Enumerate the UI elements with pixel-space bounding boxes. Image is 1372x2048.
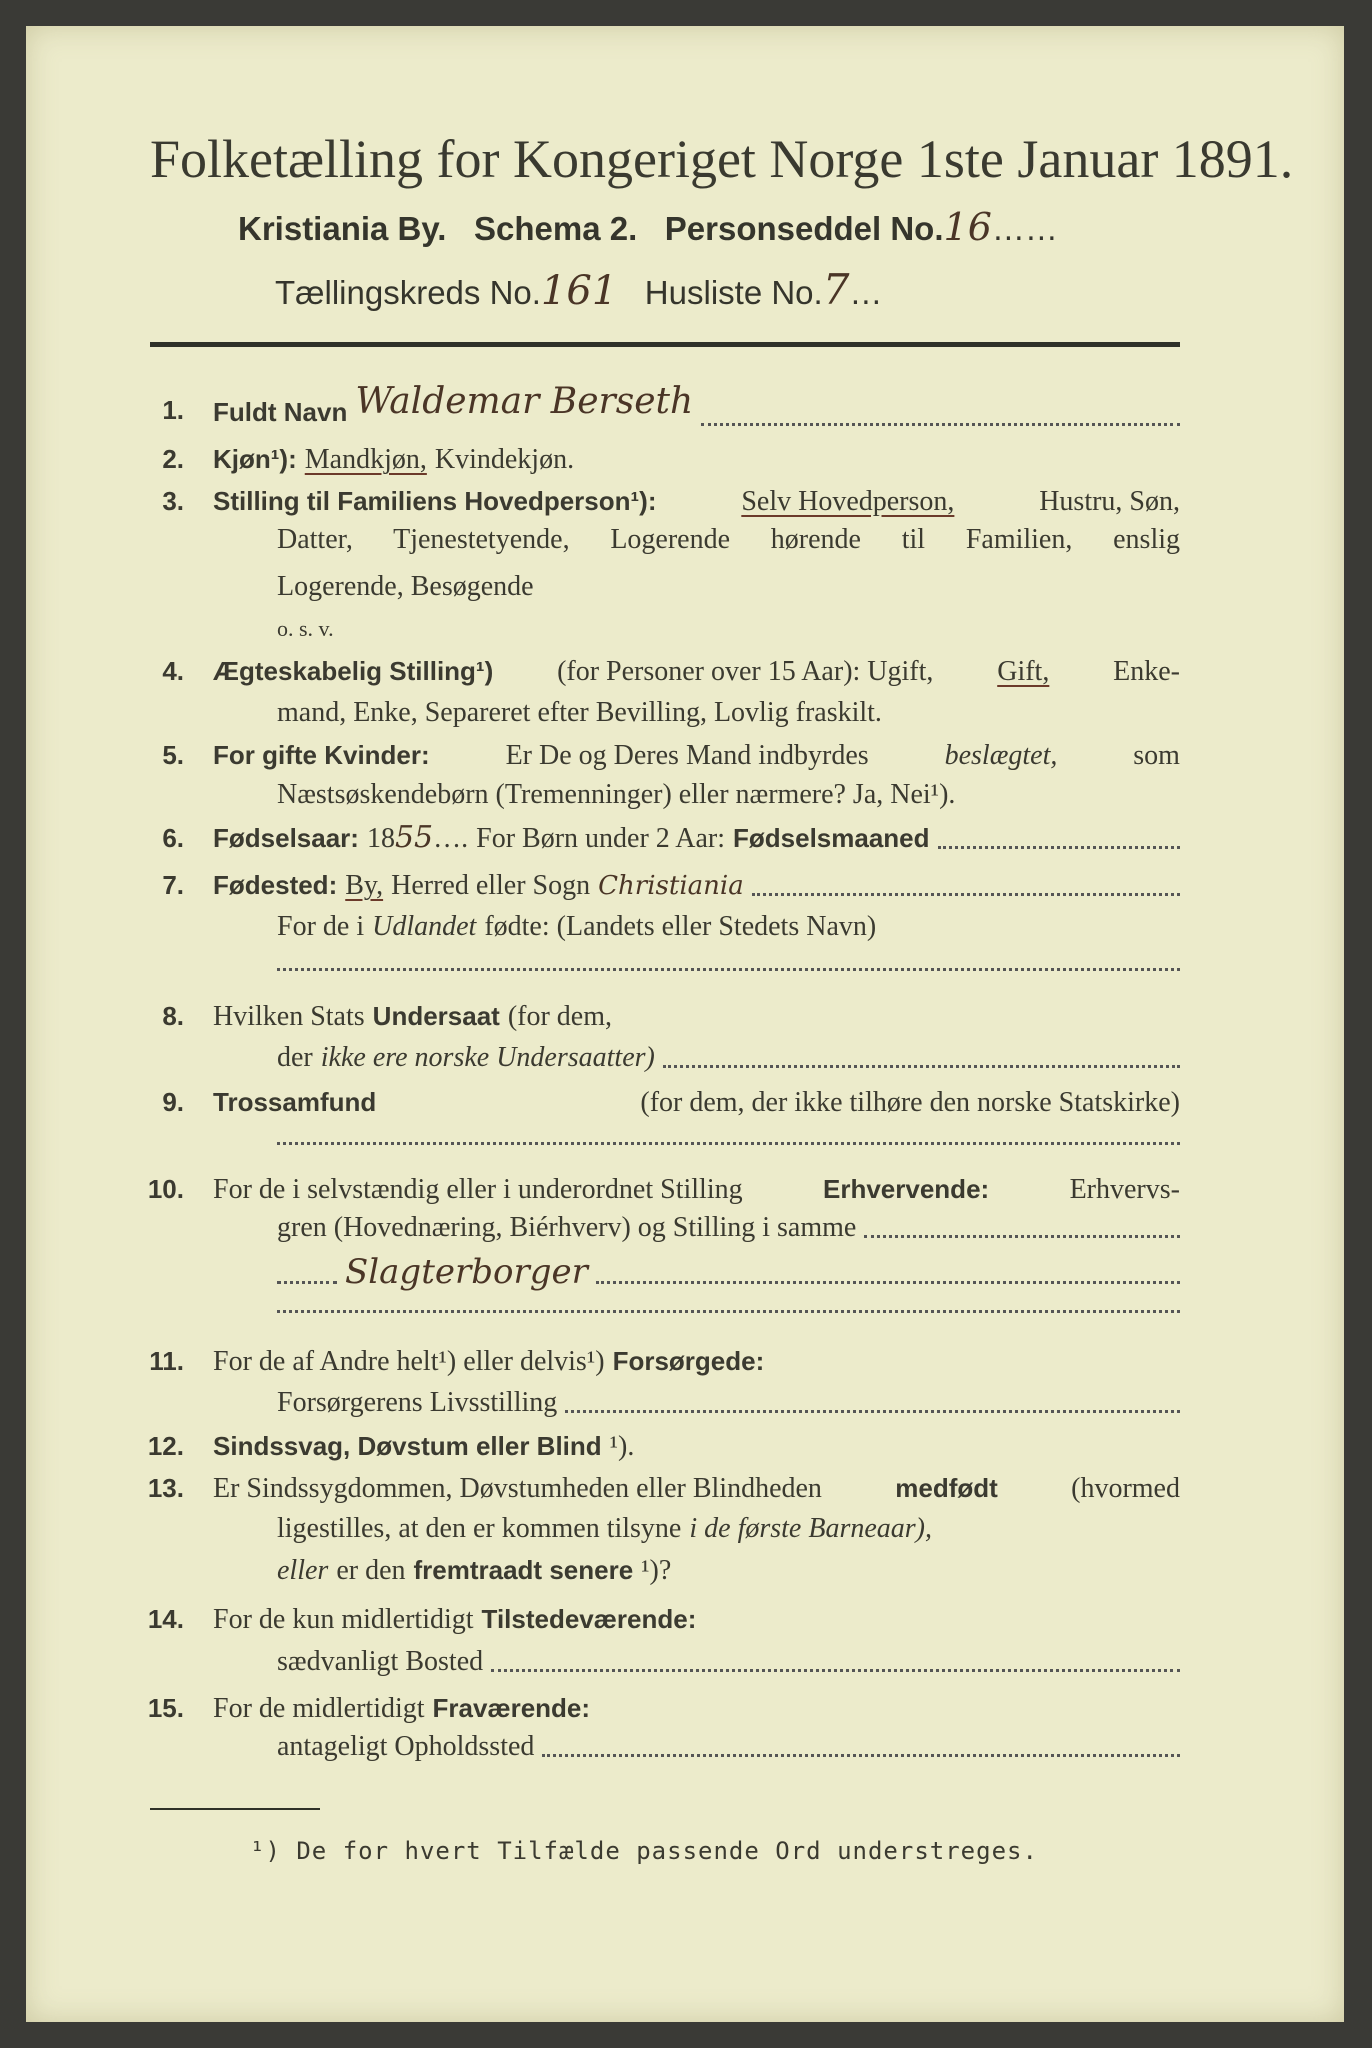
later-onset-label: fremtraadt senere — [413, 1555, 634, 1585]
congenital-emphasis: eller — [277, 1555, 329, 1586]
occupation-text: Erhvervs- — [1069, 1174, 1180, 1205]
married-women-question-cont: Næstsøskendebørn (Tremenninger) eller nærmere? Ja, Nei¹). — [277, 779, 956, 810]
religion-text: (for dem, der ikke tilhøre den norske Statskirke) — [640, 1087, 1180, 1118]
birth-year-prefix: 18 — [366, 823, 395, 854]
item-number: 4. — [162, 656, 184, 686]
congenital-text: Er Sindssygdommen, Døvstumheden eller Blindheden — [213, 1473, 822, 1504]
footnote-ref: ¹). — [609, 1431, 635, 1462]
family-position-selected[interactable]: Selv Hovedperson, — [741, 486, 955, 517]
occupation-text: For de i selvstændig eller i underordnet Stilling — [213, 1174, 743, 1205]
sex-option[interactable]: Kvindekjøn. — [434, 444, 575, 475]
abroad-text: For de i — [277, 911, 365, 942]
congenital-text: er den — [336, 1555, 406, 1586]
form-subheader: Kristiania By. Schema 2. Personseddel No.16…… — [238, 205, 1058, 249]
name-label: Fuldt Navn — [213, 397, 348, 427]
abroad-emphasis: Udlandet — [372, 911, 477, 942]
item-number: 11. — [149, 1346, 184, 1376]
footnote: ¹) De for hvert Tilfælde passende Ord understreges. — [250, 1837, 1038, 1865]
temp-absent-label: Fraværende: — [432, 1693, 591, 1723]
citizenship-label: Undersaat — [372, 1001, 500, 1031]
occupation-label: Erhvervende: — [823, 1174, 990, 1204]
item-number: 5. — [162, 740, 184, 770]
citizenship-text: der — [277, 1042, 313, 1073]
sex-option-selected[interactable]: Mandkjøn, — [304, 444, 427, 475]
abroad-field[interactable] — [277, 968, 1180, 971]
item-number: 7. — [162, 870, 184, 900]
header-rule — [150, 342, 1180, 347]
temp-present-label: Tilstedeværende: — [481, 1604, 697, 1634]
dotted-leader[interactable] — [938, 846, 1180, 849]
etc-text: o. s. v. — [277, 616, 334, 641]
usual-residence-label: sædvanligt Bosted — [277, 1646, 484, 1677]
family-position-options: Logerende, Besøgende — [277, 571, 534, 602]
husliste-label: Husliste No. — [644, 274, 823, 311]
birth-month-text: For Børn under 2 Aar: — [476, 823, 725, 854]
usual-residence-field[interactable] — [491, 1669, 1180, 1672]
item-number: 8. — [162, 1001, 184, 1031]
name-value[interactable]: Waldemar Berseth — [355, 381, 694, 422]
married-women-label: For gifte Kvinder: — [213, 740, 430, 770]
item-number: 10. — [147, 1174, 184, 1204]
item-number: 14. — [147, 1604, 184, 1634]
item-number: 6. — [162, 823, 184, 853]
marital-status-text: (for Personer over 15 Aar): Ugift, — [557, 656, 934, 687]
congenital-text: (hvormed — [1071, 1473, 1180, 1504]
form-subheader-2: Tællingskreds No.161 Husliste No.7… — [275, 265, 883, 314]
footnote-rule — [150, 1808, 320, 1810]
married-women-question: Er De og Deres Mand indbyrdes — [505, 740, 869, 771]
temp-absent-text: For de midlertidigt — [213, 1693, 425, 1724]
occupation-field[interactable] — [277, 1281, 337, 1284]
probable-location-label: antageligt Opholdssted — [277, 1731, 535, 1762]
marital-status-label: Ægteskabelig Stilling¹) — [213, 656, 494, 686]
occupation-field-2[interactable] — [277, 1310, 1180, 1313]
family-position-options[interactable]: Hustru, Søn, — [1039, 486, 1180, 517]
birthplace-options: Herred eller Sogn — [391, 870, 591, 901]
birthplace-selected[interactable]: By, — [345, 870, 384, 901]
occupation-field[interactable] — [596, 1281, 1180, 1284]
dependents-label: Forsørgede: — [612, 1346, 765, 1376]
occupation-value[interactable]: Slagterborger — [345, 1252, 588, 1292]
husliste-value[interactable]: 7 — [822, 265, 850, 314]
citizenship-emphasis: ikke ere norske Undersaatter) — [320, 1042, 655, 1073]
marital-status-selected[interactable]: Gift, — [997, 656, 1050, 687]
provider-occupation-label: Forsørgerens Livsstilling — [277, 1387, 558, 1418]
form-title: Folketælling for Kongeriget Norge 1ste Januar 1891. — [150, 129, 1294, 189]
question-text: som — [1133, 740, 1180, 771]
citizenship-text: Hvilken Stats — [213, 1001, 365, 1032]
religion-field[interactable] — [277, 1142, 1180, 1145]
sex-label: Kjøn¹): — [213, 444, 297, 474]
occupation-text: gren (Hovednæring, Biérhverv) og Stilling i samme — [277, 1212, 857, 1243]
family-position-label: Stilling til Familiens Hovedperson¹): — [213, 486, 657, 516]
footnote-ref: ¹)? — [641, 1555, 672, 1586]
item-number: 3. — [162, 486, 184, 516]
citizenship-text: (for dem, — [507, 1001, 613, 1032]
item-number: 2. — [162, 444, 184, 474]
item-number: 15. — [147, 1693, 184, 1723]
family-position-options: Datter, Tjenestetyende, Logerende hørende til Familien, enslig — [277, 524, 1180, 555]
birth-year-value[interactable]: 55 — [394, 820, 434, 855]
personseddel-value[interactable]: 16 — [943, 205, 992, 249]
provider-occupation-field[interactable] — [565, 1410, 1180, 1413]
schema: Schema 2. — [473, 210, 638, 247]
religion-label: Trossamfund — [213, 1087, 377, 1117]
dependents-text: For de af Andre helt¹) eller delvis¹) — [213, 1346, 605, 1377]
temp-present-text: For de kun midlertidigt — [213, 1604, 474, 1635]
kreds-label: Tællingskreds No. — [275, 274, 541, 311]
abroad-text: fødte: (Landets eller Stedets Navn) — [484, 911, 877, 942]
dotted-leader — [864, 1235, 1180, 1238]
citizenship-field[interactable] — [663, 1065, 1180, 1068]
related-emphasis: beslægtet, — [944, 740, 1058, 771]
item-number: 1. — [162, 395, 184, 425]
kreds-value[interactable]: 161 — [540, 268, 618, 314]
birth-month-label: Fødselsmaaned — [733, 823, 930, 853]
city: Kristiania By. — [238, 210, 447, 247]
item-number: 13. — [147, 1473, 184, 1503]
item-number: 12. — [147, 1431, 184, 1461]
disability-label: Sindssvag, Døvstum eller Blind — [213, 1431, 602, 1461]
personseddel-label: Personseddel No. — [664, 210, 944, 247]
dotted-leader — [701, 423, 1180, 426]
birthplace-value[interactable]: Christiania — [598, 871, 744, 901]
congenital-label: medfødt — [895, 1473, 998, 1503]
dotted-leader — [752, 893, 1180, 896]
item-number: 9. — [162, 1087, 184, 1117]
congenital-text: ligestilles, at den er kommen tilsyne — [277, 1513, 682, 1544]
birthplace-label: Fødested: — [213, 870, 338, 900]
congenital-emphasis: i de første Barneaar), — [689, 1513, 932, 1544]
probable-location-field[interactable] — [542, 1754, 1180, 1757]
marital-status-option[interactable]: Enke- — [1113, 656, 1180, 687]
birth-year-label: Fødselsaar: — [213, 823, 359, 853]
marital-status-options: mand, Enke, Separeret efter Bevilling, Lovlig fraskilt. — [277, 697, 882, 728]
